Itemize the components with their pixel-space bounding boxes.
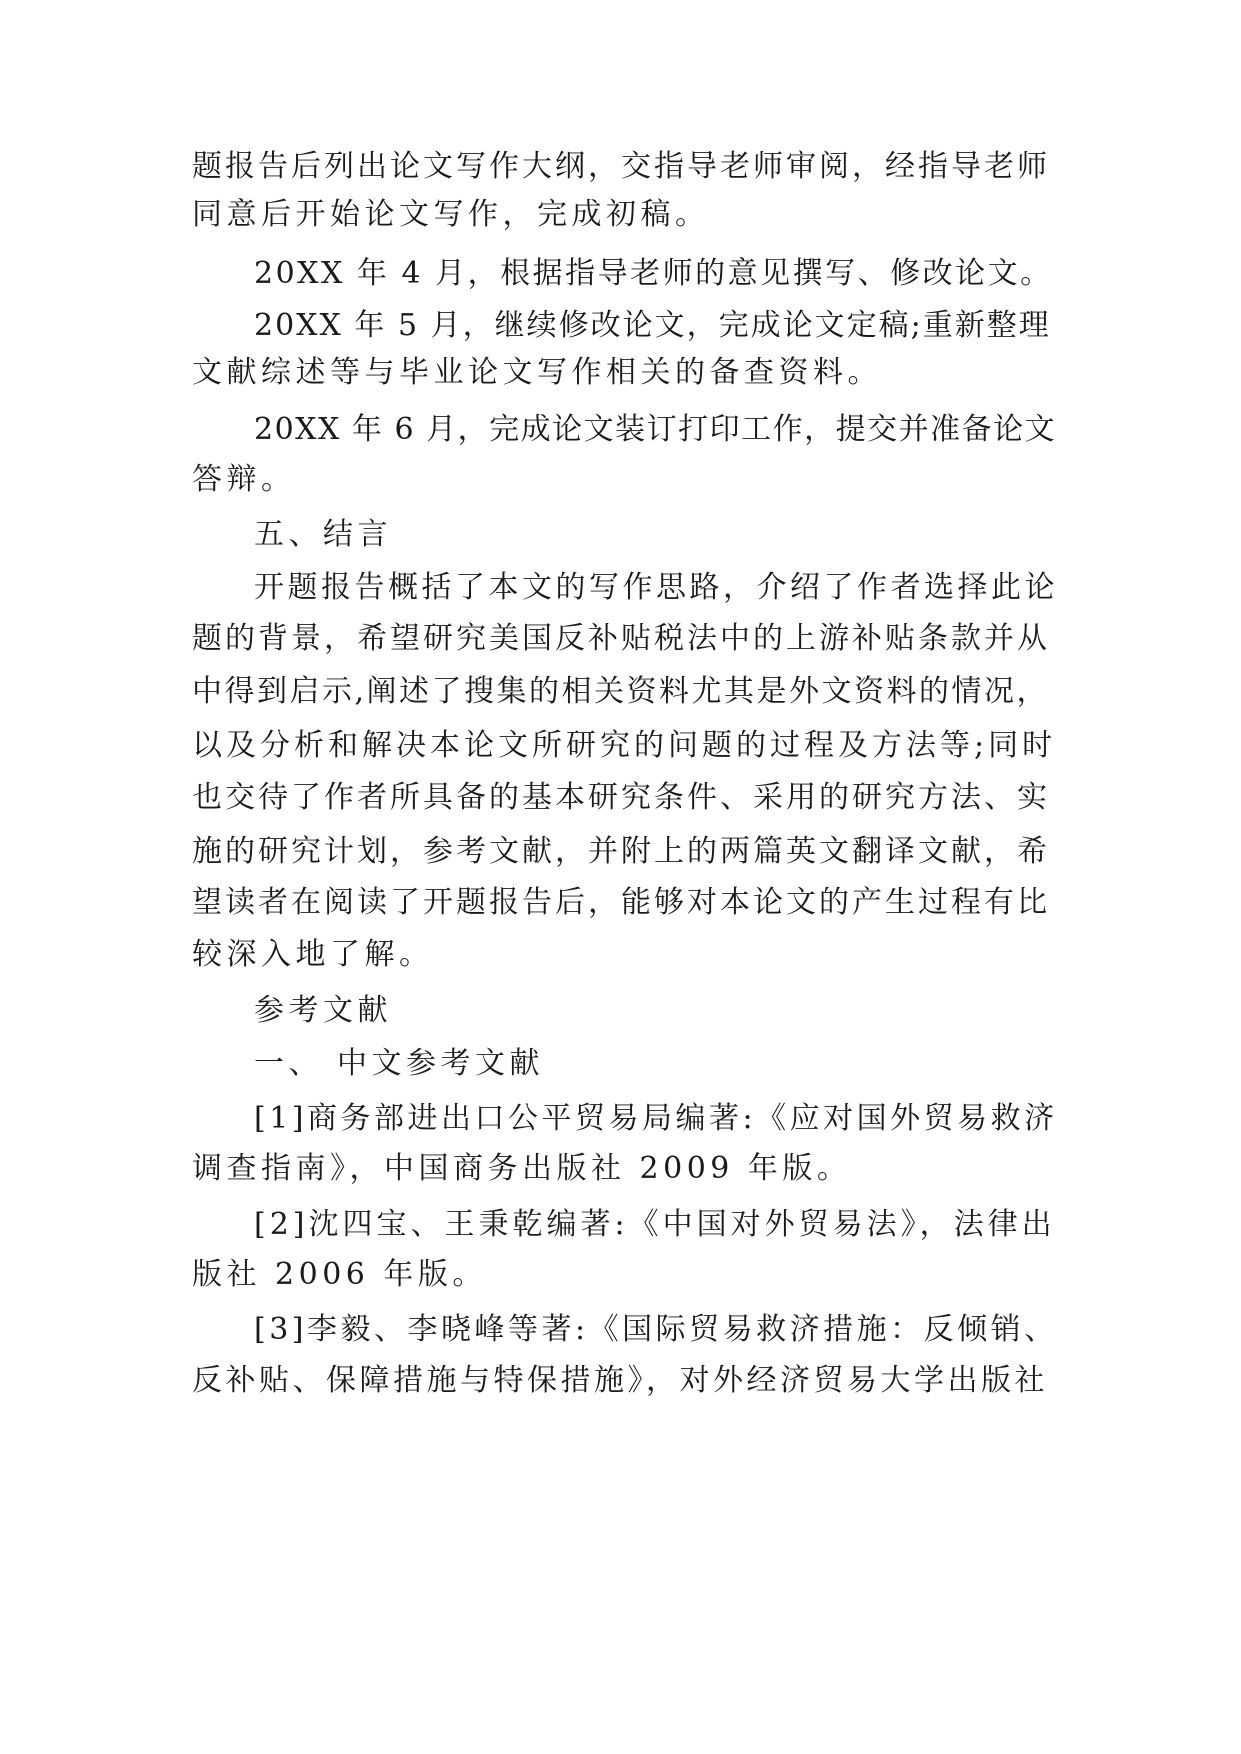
paragraph-line: 同意后开始论文写作，完成初稿。 xyxy=(192,197,710,232)
paragraph-line: 较深入地了解。 xyxy=(192,937,434,972)
reference-line: 调查指南》，中国商务出版社 2009 年版。 xyxy=(192,1151,852,1186)
section-heading: 参考文献 xyxy=(254,993,392,1028)
paragraph-line: 20XX 年 5 月，继续修改论文，完成论文定稿;重新整理 xyxy=(254,308,1051,343)
section-heading: 一、 中文参考文献 xyxy=(254,1046,545,1081)
reference-line: 反补贴、保障措施与特保措施》，对外经济贸易大学出版社 xyxy=(192,1363,1048,1398)
paragraph-line: 以及分析和解决本论文所研究的问题的过程及方法等;同时 xyxy=(192,728,1057,763)
paragraph-line: 文献综述等与毕业论文写作相关的备查资料。 xyxy=(192,355,882,390)
reference-line: [1]商务部进出口公平贸易局编著:《应对国外贸易救济 xyxy=(254,1101,1058,1136)
paragraph-line: 也交待了作者所具备的基本研究条件、采用的研究方法、实 xyxy=(192,780,1050,815)
reference-line: [3]李毅、李晓峰等著:《国际贸易救济措施：反倾销、 xyxy=(254,1312,1058,1347)
paragraph-line: 题报告后列出论文写作大纲，交指导老师审阅，经指导老师 xyxy=(192,149,1050,184)
paragraph-line: 20XX 年 6 月，完成论文装订打印工作，提交并准备论文 xyxy=(254,412,1057,447)
paragraph-line: 题的背景，希望研究美国反补贴税法中的上游补贴条款并从 xyxy=(192,621,1050,656)
reference-line: [2]沈四宝、王秉乾编著:《中国对外贸易法》，法律出 xyxy=(254,1207,1056,1242)
paragraph-line: 望读者在阅读了开题报告后，能够对本论文的产生过程有比 xyxy=(192,885,1050,920)
paragraph-line: 中得到启示,阐述了搜集的相关资料尤其是外文资料的情况， xyxy=(192,674,1050,709)
paragraph-line: 答辩。 xyxy=(192,462,296,497)
section-heading: 五、结言 xyxy=(254,517,392,552)
paragraph-line: 施的研究计划，参考文献，并附上的两篇英文翻译文献，希 xyxy=(192,834,1050,869)
reference-line: 版社 2006 年版。 xyxy=(192,1257,487,1292)
paragraph-line: 开题报告概括了本文的写作思路，介绍了作者选择此论 xyxy=(254,570,1058,605)
paragraph-line: 20XX 年 4 月，根据指导老师的意见撰写、修改论文。 xyxy=(254,256,1053,291)
